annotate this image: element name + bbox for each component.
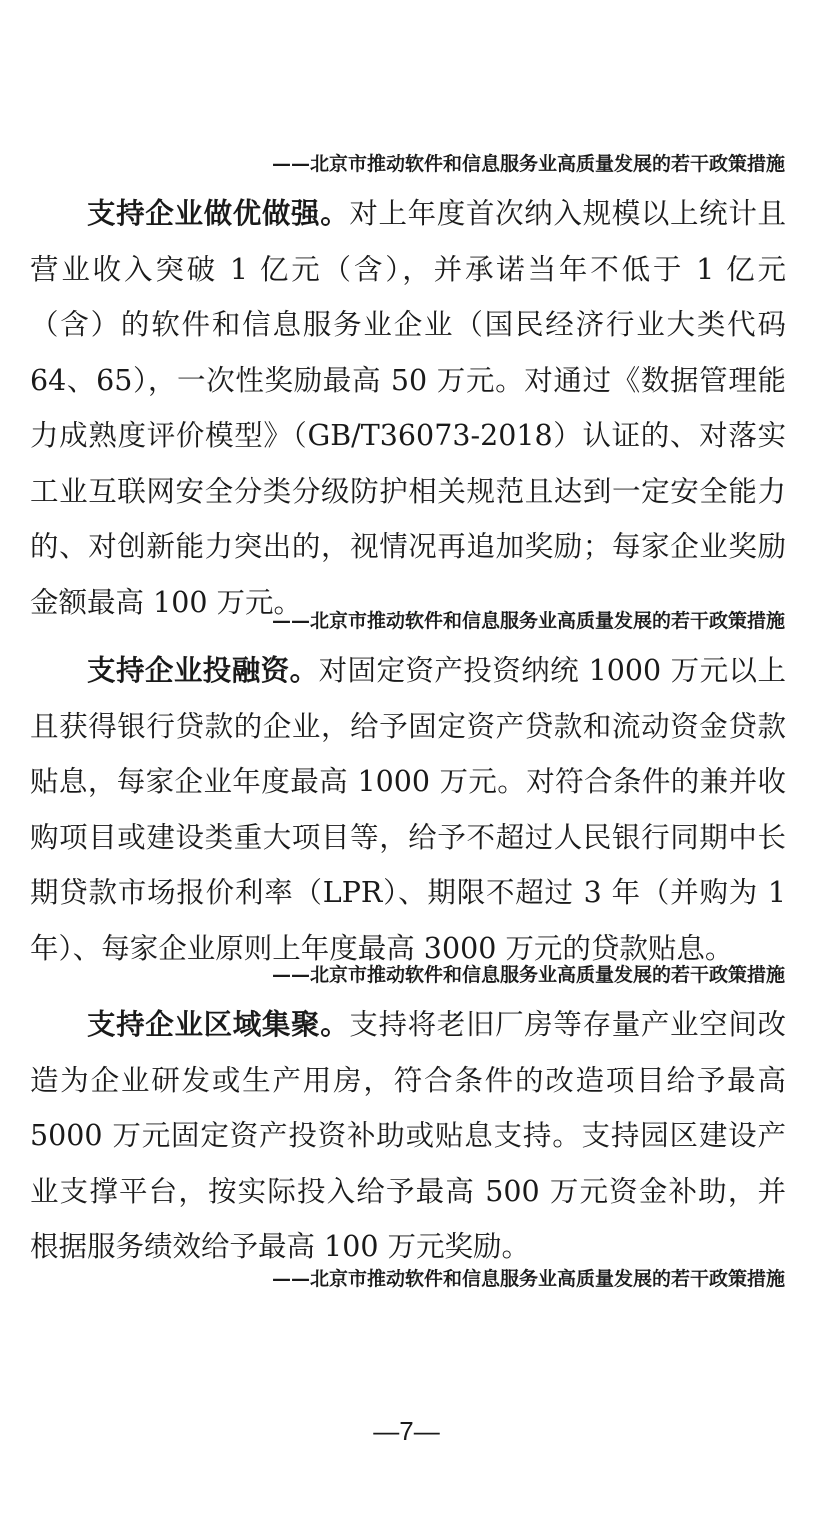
paragraph-investment-financing bbox=[30, 643, 786, 976]
paragraph-lead: 支持企业做优做强。 bbox=[87, 196, 350, 230]
paragraph-lead: 支持企业投融资。 bbox=[87, 653, 319, 687]
paragraph-body: 对上年度首次纳入规模以上统计且营业收入突破 1 亿元（含），并承诺当年不低于 1 亿元（含）的软件和信息服务业企业（国民经济行业大类代码 64、65），一次性奖励最高 50 万元。对通过《数据管理能力成熟度评价模型》（GB/T36073-2018）认证的、对落实工业互联网安全分类分级防护相关规范且达到一定安全能力的、对创新能力突出的，视情况再追加奖励；每家企业奖励金额最高 100 万元。 bbox=[30, 197, 786, 619]
source-citation: ——北京市推动软件和信息服务业高质量发展的若干政策措施 bbox=[271, 610, 785, 632]
source-citation: ——北京市推动软件和信息服务业高质量发展的若干政策措施 bbox=[271, 1268, 785, 1290]
source-citation: ——北京市推动软件和信息服务业高质量发展的若干政策措施 bbox=[271, 964, 785, 986]
paragraph-body: 对固定资产投资纳统 1000 万元以上且获得银行贷款的企业，给予固定资产贷款和流动资金贷款贴息，每家企业年度最高 1000 万元。对符合条件的兼并收购项目或建设类重大项目等，给予不超过人民银行同期中长期贷款市场报价利率（LPR）、期限不超过 3 年（并购为 1 年）、每家企业原则上年度最高 3000 万元的贷款贴息。 bbox=[30, 654, 786, 965]
page-number: —7— bbox=[373, 1416, 440, 1446]
paragraph-lead: 支持企业区域集聚。 bbox=[87, 1007, 350, 1041]
paragraph-strengthen-enterprises bbox=[30, 186, 786, 630]
paragraph-regional-clustering bbox=[30, 997, 786, 1275]
source-citation: ——北京市推动软件和信息服务业高质量发展的若干政策措施 bbox=[271, 153, 785, 175]
paragraph-body: 支持将老旧厂房等存量产业空间改造为企业研发或生产用房，符合条件的改造项目给予最高 5000 万元固定资产投资补助或贴息支持。支持园区建设产业支撑平台，按实际投入给予最高 500 万元资金补助，并根据服务绩效给予最高 100 万元奖励。 bbox=[30, 1008, 786, 1263]
